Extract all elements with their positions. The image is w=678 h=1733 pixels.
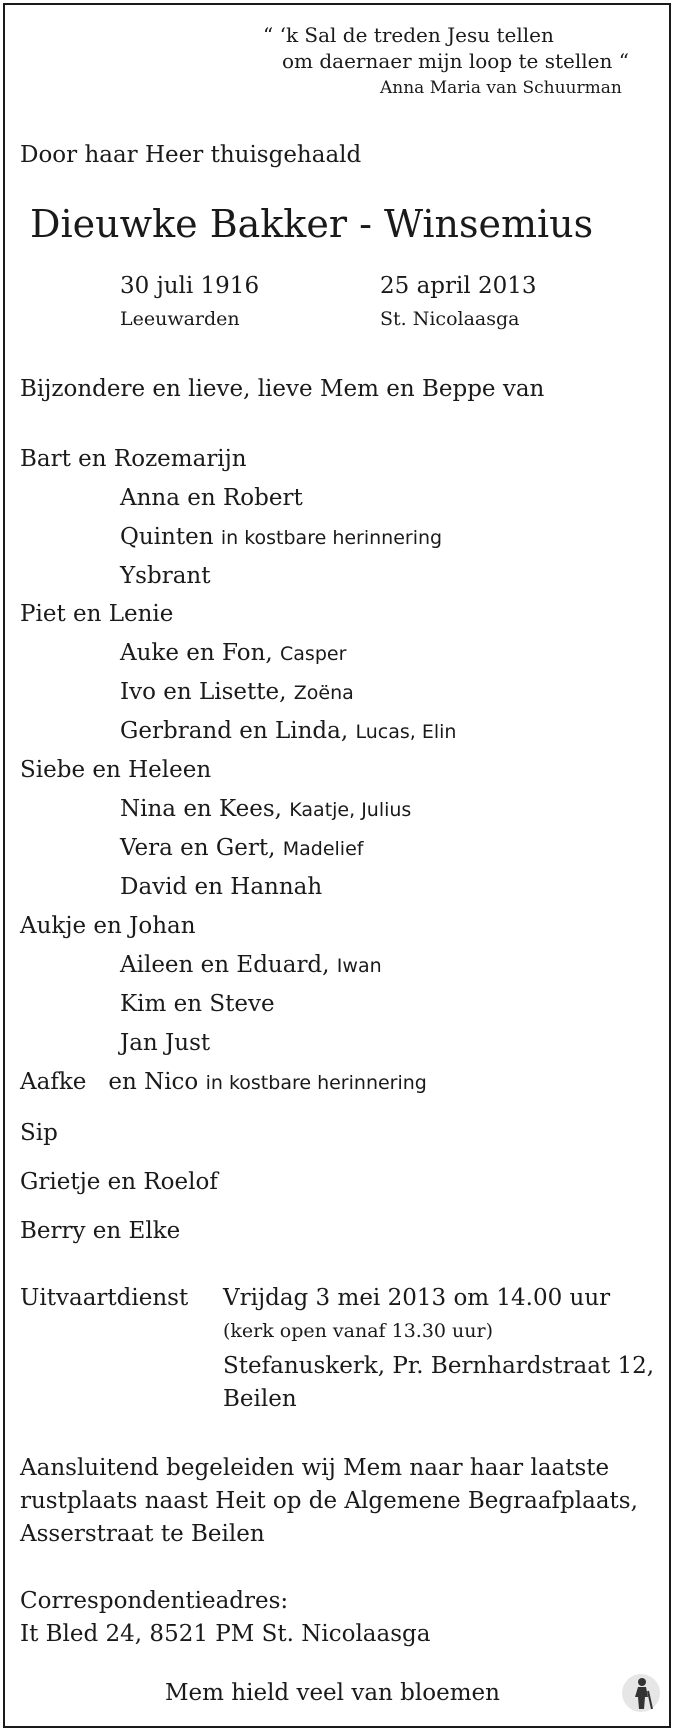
obituary-card — [3, 3, 671, 1728]
family-member-name: Aafke — [20, 1069, 87, 1095]
family-member — [120, 837, 363, 860]
deceased-name: Dieuwke Bakker - Winsemius — [30, 202, 594, 246]
family-member-name: Vera en Gert, — [120, 835, 276, 861]
grandchildren: Iwan — [336, 955, 382, 977]
death-date: 25 april 2013 — [380, 273, 537, 299]
burial-line-1: Aansluitend begeleiden wij Mem naar haar laatste — [20, 1455, 610, 1481]
family-group-4: Aukje en Johan — [20, 913, 196, 939]
family-group-8: Berry en Elke — [20, 1218, 181, 1244]
grandchildren: Lucas, Elin — [355, 721, 457, 743]
grandchildren: Madelief — [282, 838, 364, 860]
family-member-name: Ivo en Lisette, — [120, 679, 287, 705]
service-location: Stefanuskerk, Pr. Bernhardstraat 12, — [223, 1353, 655, 1379]
in-memory-note: in kostbare herinnering — [205, 1072, 427, 1094]
service-date: Vrijdag 3 mei 2013 om 14.00 uur — [223, 1285, 611, 1311]
family-group-6: Sip — [20, 1120, 58, 1146]
family-member: David en Hannah — [120, 874, 323, 900]
grandchildren: Zoëna — [293, 682, 354, 704]
service-city: Beilen — [223, 1386, 297, 1412]
family-member-name: en Nico — [108, 1069, 199, 1095]
family-member: Anna en Robert — [120, 485, 303, 511]
family-member: Jan Just — [120, 1030, 211, 1056]
family-group-3: Siebe en Heleen — [20, 757, 212, 783]
in-memory-note: in kostbare herinnering — [220, 527, 443, 549]
grandchildren: Kaatje, Julius — [289, 799, 412, 821]
family-member-name: Aileen en Eduard, — [120, 952, 330, 978]
person-with-cane-icon — [621, 1673, 661, 1713]
family-group-1: Bart en Rozemarijn — [20, 446, 247, 472]
intro-text: Door haar Heer thuisgehaald — [20, 142, 362, 168]
family-member — [120, 681, 354, 704]
dedication: Bijzondere en lieve, lieve Mem en Beppe van — [20, 376, 545, 402]
service-label: Uitvaartdienst — [20, 1285, 189, 1311]
family-member-name: Auke en Fon, — [120, 640, 273, 666]
death-place: St. Nicolaasga — [380, 308, 520, 330]
family-group-7: Grietje en Roelof — [20, 1169, 218, 1195]
birth-date: 30 juli 1916 — [120, 273, 260, 299]
birth-place: Leeuwarden — [120, 308, 240, 330]
family-member — [120, 642, 346, 665]
closing-text: Mem hield veel van bloemen — [165, 1680, 500, 1706]
family-member: Ysbrant — [120, 563, 211, 589]
quote-line-1: “ ‘k Sal de treden Jesu tellen — [263, 23, 554, 47]
correspondence-label: Correspondentieadres: — [20, 1588, 289, 1614]
quote-author: Anna Maria van Schuurman — [380, 78, 622, 98]
family-member-name: Gerbrand en Linda, — [120, 718, 349, 744]
quote-line-2: om daernaer mijn loop te stellen “ — [282, 49, 629, 73]
family-member-name: Quinten — [120, 524, 214, 550]
grandchildren: Casper — [280, 643, 347, 665]
burial-line-2: rustplaats naast Heit op de Algemene Begraafplaats, — [20, 1488, 638, 1514]
family-member — [120, 720, 456, 743]
family-group-2: Piet en Lenie — [20, 601, 174, 627]
family-group-5 — [20, 1071, 427, 1094]
correspondence-address: It Bled 24, 8521 PM St. Nicolaasga — [20, 1621, 431, 1647]
family-member — [120, 798, 411, 821]
family-member: Kim en Steve — [120, 991, 275, 1017]
service-church-open: (kerk open vanaf 13.30 uur) — [223, 1320, 494, 1342]
family-member — [120, 954, 382, 977]
family-member — [120, 526, 442, 549]
family-member-name: Nina en Kees, — [120, 796, 282, 822]
burial-line-3: Asserstraat te Beilen — [20, 1521, 265, 1547]
